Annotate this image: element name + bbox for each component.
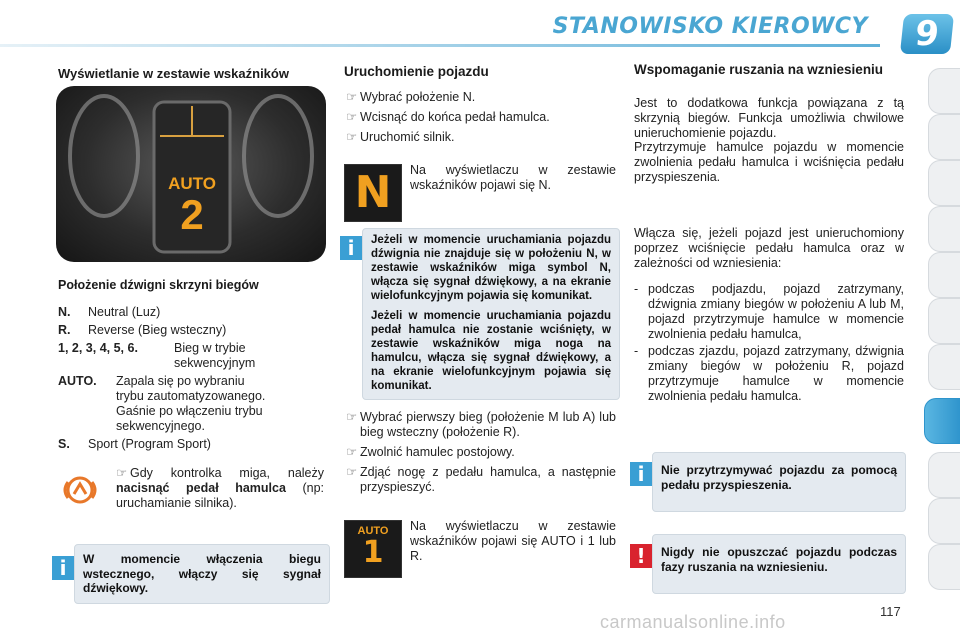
hill-assist-list	[634, 282, 904, 404]
instrument-cluster-image	[56, 86, 326, 262]
info-icon: i	[340, 236, 362, 260]
page-title: STANOWISKO KIEROWCY	[552, 14, 868, 39]
display-auto-label: AUTO	[168, 174, 216, 193]
display-n-text: Na wyświetlaczu w zestawie wskaźników pojawi się N.	[410, 163, 616, 192]
gear-item: N. Neutral (Luz)	[58, 305, 161, 319]
pointer-icon: ☞	[346, 130, 358, 144]
gear-item: R. Reverse (Bieg wsteczny)	[58, 323, 227, 337]
info-icon: i	[52, 556, 74, 580]
chapter-tab[interactable]	[928, 206, 960, 252]
gear-item: S. Sport (Program Sport)	[58, 437, 211, 451]
display-gear-number: 2	[180, 191, 204, 238]
section-title-display: Wyświetlanie w zestawie wskaźników	[58, 66, 289, 81]
chapter-tab[interactable]	[928, 298, 960, 344]
info-box-reverse: W momencie włączenia biegu wstecznego, włączy się sygnał dźwiękowy.	[74, 544, 330, 604]
start-steps	[346, 90, 616, 145]
warning-icon: !	[630, 544, 652, 568]
gear-list	[58, 305, 328, 455]
step-item: ☞ Wybrać pierwszy bieg (położenie M lub A) lub bieg wsteczny (położenie R).	[346, 410, 616, 439]
section-title-hill-assist: Wspomaganie ruszania na wzniesieniu	[634, 62, 884, 77]
info-box-start: Jeżeli w momencie uruchamiania pojazdu dźwignia nie znajduje się w położeniu N, w zestawie wskaźników miga symbol N, włącza się sygnał dźwiękowy, a na ekranie wielofunkcyjnym pojawia się komunikat. Jeżeli w momencie uruchamiania pojazdu pedał hamulca nie zostanie wciśnięty, w zestawie wskaźników miga noga na hamulcu, włącza się sygnał dźwiękowy, a na ekranie wielofunkcyjnym pojawia się komunikat.	[362, 228, 620, 400]
warning-box-leave-vehicle: Nigdy nie opuszczać pojazdu podczas fazy ruszania na wzniesieniu.	[652, 534, 906, 594]
chapter-tab[interactable]	[928, 252, 960, 298]
step-item: ☞ Wybrać położenie N.	[346, 90, 476, 104]
display-auto1-image: AUTO 1	[344, 520, 402, 578]
cluster-graphic	[56, 86, 326, 262]
page-number: 117	[880, 604, 901, 619]
pointer-icon: ☞	[116, 466, 128, 480]
brake-warning-icon	[58, 468, 102, 512]
list-item: - podczas podjazdu, pojazd zatrzymany, dźwignia zmiany biegów w położeniu A lub M, pojazd przytrzymuje hamulce w momencie zwolnienia pedału hamulca,	[634, 282, 904, 341]
chapter-tab[interactable]	[928, 452, 960, 498]
gear-positions-title: Położenie dźwigni skrzyni biegów	[58, 278, 259, 292]
chapter-tab[interactable]	[928, 68, 960, 114]
chapter-tab-active[interactable]	[924, 398, 960, 444]
pointer-icon: ☞	[346, 445, 358, 459]
watermark: carmanualsonline.info	[600, 612, 786, 632]
chapter-tab[interactable]	[928, 344, 960, 390]
chapter-tabs	[928, 68, 960, 608]
gear-item: 1, 2, 3, 4, 5, 6. Bieg w trybie sekwencyjnym	[58, 341, 256, 370]
info-icon: i	[630, 462, 652, 486]
gear-item: AUTO. Zapala się po wybraniu trybu zautomatyzowanego. Gaśnie po włączeniu trybu sekwencyjnego.	[58, 374, 266, 433]
pointer-icon: ☞	[346, 110, 358, 124]
hill-assist-p3: Włącza się, jeżeli pojazd jest unieruchomiony poprzez wciśnięcie pedału hamulca oraz w zależności od wzniesienia:	[634, 226, 904, 270]
step-item: ☞ Wcisnąć do końca pedał hamulca.	[346, 110, 550, 124]
chapter-number: 9	[900, 14, 954, 54]
step-item: ☞ Zwolnić hamulec postojowy.	[346, 445, 515, 459]
info-box-accelerator: Nie przytrzymywać pojazdu za pomocą pedału przyspieszenia.	[652, 452, 906, 512]
pointer-icon: ☞	[346, 465, 358, 479]
brake-warning-text: ☞ Gdy kontrolka miga, należy nacisnąć pedał hamulca (np: uruchamianie silnika).	[116, 466, 325, 510]
step-item: ☞ Zdjąć nogę z pedału hamulca, a następnie przyspieszyć.	[346, 465, 616, 494]
list-item: - podczas zjazdu, pojazd zatrzymany, dźwignia zmiany biegów w położeniu R, pojazd przytrzymuje hamulce w momencie zwolnienia pedału hamulca.	[634, 344, 904, 403]
chapter-tab[interactable]	[928, 160, 960, 206]
pointer-icon: ☞	[346, 410, 358, 424]
chapter-tab[interactable]	[928, 114, 960, 160]
header-line	[0, 44, 880, 47]
chapter-tab[interactable]	[928, 544, 960, 590]
pointer-icon: ☞	[346, 90, 358, 104]
section-title-start: Uruchomienie pojazdu	[344, 64, 489, 79]
chapter-tab[interactable]	[928, 498, 960, 544]
hill-assist-p1: Jest to dodatkowa funkcja powiązana z tą skrzynią biegów. Funkcja umożliwia chwilowe unieruchomienie pojazdu.	[634, 96, 904, 140]
display-auto1-text: Na wyświetlaczu w zestawie wskaźników pojawi się AUTO i 1 lub R.	[410, 519, 616, 563]
display-n-image: N	[344, 164, 402, 222]
step-item: ☞ Uruchomić silnik.	[346, 130, 455, 144]
drive-steps	[346, 410, 616, 495]
hill-assist-p2: Przytrzymuje hamulce pojazdu w momencie zwolnienia pedału hamulca i wciśnięcia pedału przyspieszenia.	[634, 140, 904, 184]
